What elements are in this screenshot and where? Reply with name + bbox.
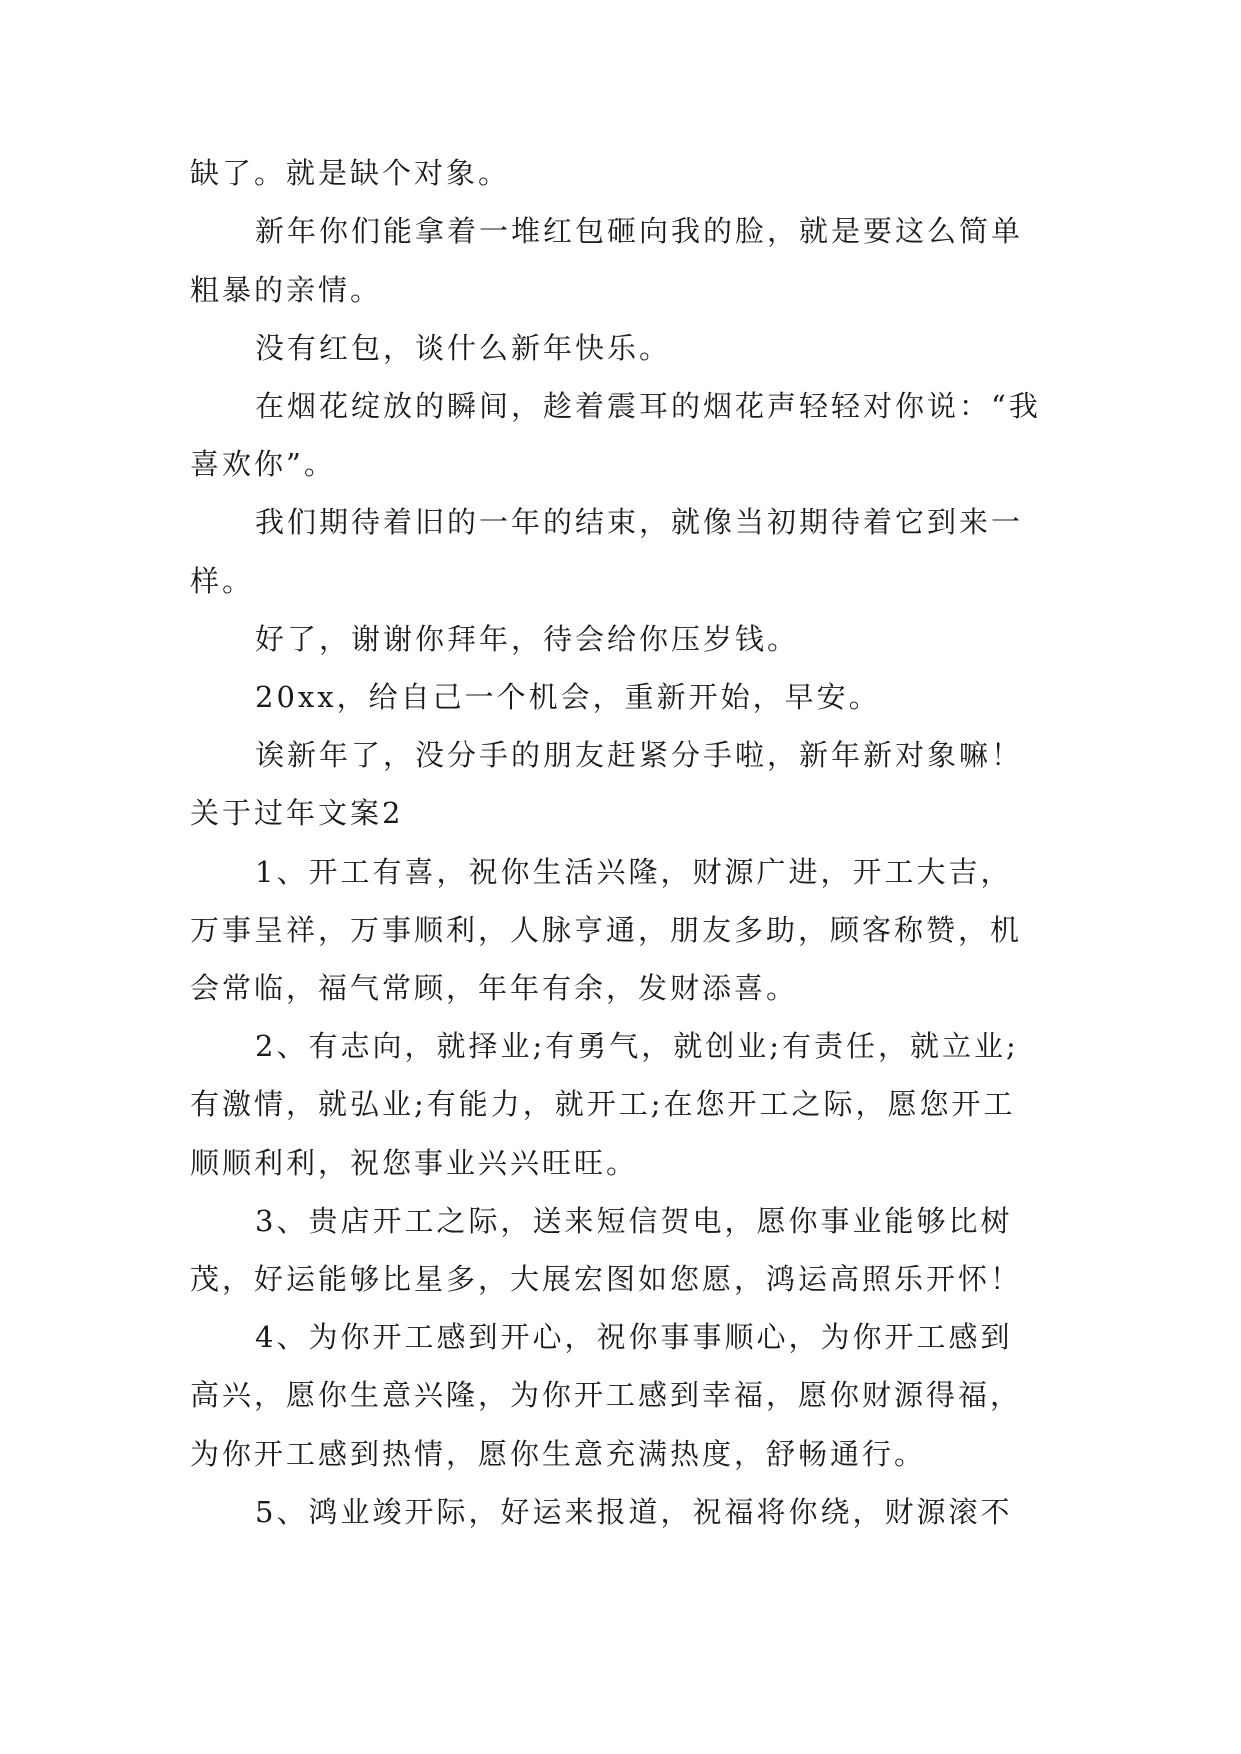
text-line: 样。 — [190, 564, 255, 598]
text-line: 缺了。就是缺个对象。 — [190, 156, 511, 190]
paragraph-first-line: 5、鸿业竣开际，好运来报道，祝福将你绕，财源滚不 — [255, 1495, 1013, 1529]
text-line: 茂，好运能够比星多，大展宏图如您愿，鸿运高照乐开怀！ — [190, 1262, 1023, 1296]
text-line: 有激情，就弘业;有能力，就开工;在您开工之际，愿您开工 — [190, 1087, 1016, 1121]
paragraph-first-line: 在烟花绽放的瞬间，趁着震耳的烟花声轻轻对你说：“我 — [255, 389, 1041, 423]
paragraph-first-line: 没有红包，谈什么新年快乐。 — [255, 331, 672, 365]
paragraph-first-line: 20xx，给自己一个机会，重新开始，早安。 — [255, 680, 881, 714]
paragraph-first-line: 3、贵店开工之际，送来短信贺电，愿你事业能够比树 — [255, 1204, 1013, 1238]
text-line: 会常临，福气常顾，年年有余，发财添喜。 — [190, 971, 799, 1005]
paragraph-first-line: 诶新年了，没分手的朋友赶紧分手啦，新年新对象嘛！ — [255, 738, 1024, 772]
text-line: 高兴，愿你生意兴隆，为你开工感到幸福，愿你财源得福， — [190, 1378, 1023, 1412]
text-line: 为你开工感到热情，愿你生意充满热度，舒畅通行。 — [190, 1437, 927, 1471]
text-line: 粗暴的亲情。 — [190, 273, 383, 307]
text-line: 万事呈祥，万事顺利，人脉亨通，朋友多助，顾客称赞，机 — [190, 913, 1023, 947]
text-line: 顺顺利利，祝您事业兴兴旺旺。 — [190, 1146, 639, 1180]
paragraph-first-line: 4、为你开工感到开心，祝你事事顺心，为你开工感到 — [255, 1320, 1013, 1354]
text-line: 喜欢你”。 — [190, 447, 336, 481]
paragraph-first-line: 新年你们能拿着一堆红包砸向我的脸，就是要这么简单 — [255, 214, 1024, 248]
paragraph-first-line: 好了，谢谢你拜年，待会给你压岁钱。 — [255, 622, 800, 656]
paragraph-first-line: 我们期待着旧的一年的结束，就像当初期待着它到来一 — [255, 505, 1024, 539]
section-heading: 关于过年文案2 — [190, 796, 404, 830]
paragraph-first-line: 1、开工有喜，祝你生活兴隆，财源广进，开工大吉， — [255, 855, 1013, 889]
paragraph-first-line: 2、有志向，就择业;有勇气，就创业;有责任，就立业; — [255, 1029, 1019, 1063]
